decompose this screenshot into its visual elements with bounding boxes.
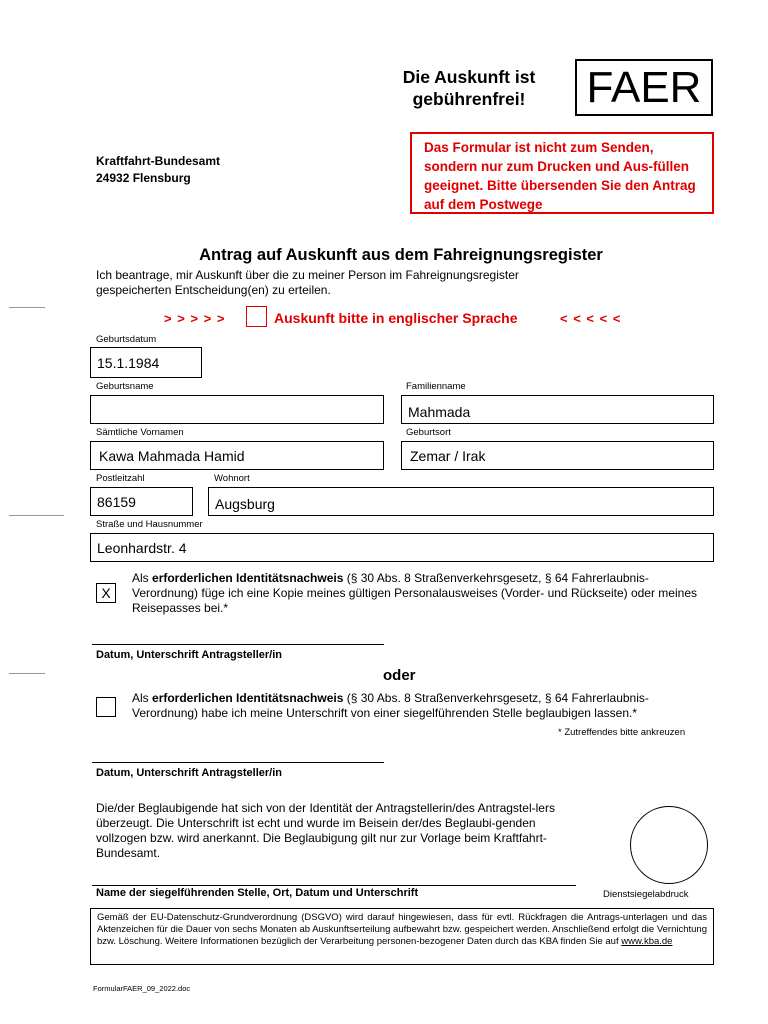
option1-text-prefix: Als [132, 571, 153, 585]
form-code-box [575, 59, 713, 116]
street-value: Leonhardstr. 4 [97, 539, 187, 556]
option2-checkbox[interactable] [96, 697, 116, 717]
birth-name-value [91, 396, 383, 423]
fold-mark-top [9, 307, 45, 308]
warning-box [410, 132, 714, 214]
city-value: Augsburg [215, 495, 275, 512]
certifier-label: Name der siegelführenden Stelle, Ort, Datum und Unterschrift [96, 887, 419, 899]
english-checkbox[interactable] [246, 306, 267, 327]
birth-name-label: Geburtsname [96, 381, 154, 392]
warning-text: Das Formular ist nicht zum Senden, sondern nur zum Drucken und Aus-füllen geeignet. Bitte übersenden Sie den Antrag auf dem Postwege [424, 140, 696, 212]
family-name-label: Familienname [406, 381, 466, 392]
birth-place-field[interactable] [401, 441, 714, 470]
option2-text [132, 691, 712, 721]
recipient-city: 24932 Flensburg [96, 171, 191, 185]
birth-place-label: Geburtsort [406, 427, 451, 438]
birth-date-label: Geburtsdatum [96, 334, 157, 345]
option2-text-rest: (§ 30 Abs. 8 Straßenverkehrsgesetz, § 64 Fahrerlaubnis-Verordnung) habe ich meine Unterschrift von einer siegelführenden Stelle beglaubigen lassen.* [132, 691, 649, 720]
birth-name-field[interactable] [90, 395, 384, 424]
page-title: Antrag auf Auskunft aus dem Fahreignungsregister [199, 246, 603, 264]
free-notice: Die Auskunft ist gebührenfrei! [402, 67, 536, 109]
privacy-text: Gemäß der EU-Datenschutz-Grundverordnung (DSGVO) wird darauf hingewiesen, dass für evtl. Rückfragen die Antrags-unterlagen und das Aktenzeichen für die Dauer von sechs Monaten ab Auskunftserteilung aufbewahrt bzw. gespeichert werden. Anschließend erfolgt die Vernichtung bzw. Löschung. Weitere Informationen bezüglich der Verarbeitung personen-bezogener Daten durch das KBA finden Sie auf [97, 912, 707, 947]
city-field[interactable] [208, 487, 714, 516]
form-code: FAER [586, 62, 702, 112]
street-label: Straße und Hausnummer [96, 519, 203, 530]
option1-signature-label: Datum, Unterschrift Antragsteller/in [96, 649, 283, 661]
english-label: Auskunft bitte in englischer Sprache [274, 310, 518, 326]
privacy-link[interactable]: www.kba.de [621, 936, 673, 947]
option1-checkbox[interactable] [96, 583, 116, 603]
english-arrows-right: < < < < < [560, 311, 622, 326]
first-names-value: Kawa Mahmada Hamid [99, 447, 245, 464]
street-field[interactable] [90, 533, 714, 562]
postal-code-value: 86159 [97, 493, 136, 510]
family-name-field[interactable] [401, 395, 714, 424]
or-label: oder [383, 667, 416, 684]
birth-place-value: Zemar / Irak [410, 447, 486, 464]
option2-text-prefix: Als [132, 691, 153, 705]
option1-text-rest: (§ 30 Abs. 8 Straßenverkehrsgesetz, § 64 Fahrerlaubnis-Verordnung) füge ich eine Kopie meines gültigen Personalausweises (Vorder- und Rückseite) oder meines Reisepasses bei.* [132, 571, 697, 615]
option2-text-bold: erforderlichen Identitätsnachweis [152, 691, 344, 705]
footer-filename: FormularFAER_09_2022.doc [93, 984, 191, 993]
birth-date-field[interactable] [90, 347, 202, 378]
first-names-field[interactable] [90, 441, 384, 470]
option2-footnote: * Zutreffendes bitte ankreuzen [558, 727, 686, 738]
option2-signature-label: Datum, Unterschrift Antragsteller/in [96, 767, 283, 779]
option1-signature-line [92, 644, 384, 645]
privacy-box [90, 908, 714, 965]
postal-code-label: Postleitzahl [96, 473, 145, 484]
postal-code-field[interactable] [90, 487, 193, 516]
english-arrows-left: > > > > > [164, 311, 226, 326]
certification-text: Die/der Beglaubigende hat sich von der Identität der Antragstellerin/des Antragstel-lers überzeugt. Die Unterschrift ist echt und wurde im Beisein der/des Beglaubi-genden vollzogen bzw. wird anerkannt. Die Beglaubigung gilt nur zur Vorlage beim Kraftfahrt-Bundesamt. [96, 801, 555, 860]
fold-mark-middle [9, 515, 64, 516]
seal-label: Dienstsiegelabdruck [603, 889, 689, 900]
intro-text: Ich beantrage, mir Auskunft über die zu meiner Person im Fahreignungsregister gespeicherten Entscheidung(en) zu erteilen. [96, 268, 519, 297]
option2-signature-line [92, 762, 384, 763]
recipient-name: Kraftfahrt-Bundesamt [96, 154, 221, 168]
certifier-signature-line [92, 885, 576, 886]
seal-circle [630, 806, 708, 884]
birth-date-value: 15.1.1984 [97, 354, 160, 371]
option1-checkbox-mark: X [101, 585, 111, 601]
option1-text [132, 571, 712, 616]
fold-mark-bottom [9, 673, 45, 674]
city-label: Wohnort [214, 473, 250, 484]
family-name-value: Mahmada [408, 403, 471, 420]
first-names-label: Sämtliche Vornamen [96, 427, 184, 438]
option1-text-bold: erforderlichen Identitätsnachweis [152, 571, 344, 585]
